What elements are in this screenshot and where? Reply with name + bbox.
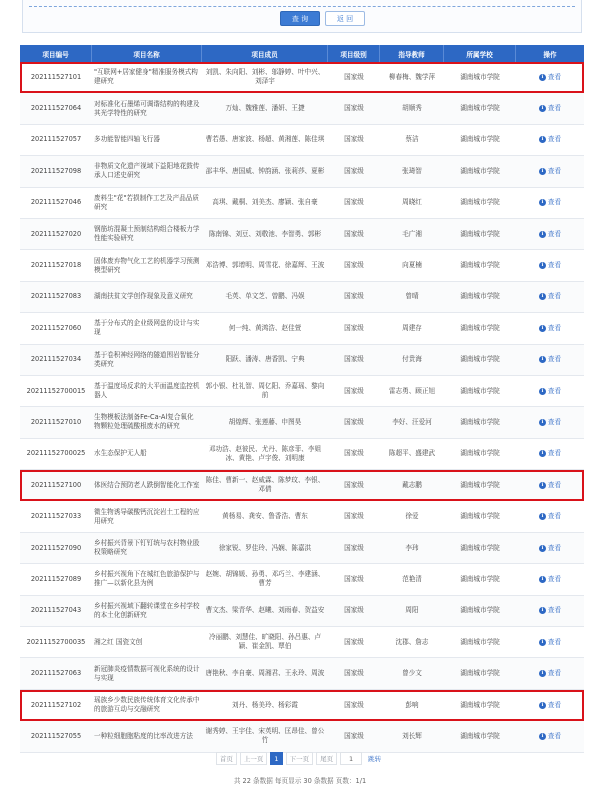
- view-link-label: 查看: [547, 606, 562, 615]
- cell-members: 曹文杰、梁青华、赵曦、刘雨春、贺益安: [205, 606, 325, 615]
- cell-teacher: 范艳清: [402, 574, 422, 583]
- cell-operation: [516, 501, 584, 531]
- view-link[interactable]: [539, 606, 561, 615]
- cell-project-id: 202111527063: [30, 669, 82, 678]
- view-link[interactable]: [539, 73, 561, 82]
- header-school: 所属学校: [444, 45, 516, 62]
- cell-project-name: 基于温度场反求的大平面温度监控机器人: [94, 382, 200, 400]
- cell-level: 国家级: [344, 449, 364, 458]
- cell-project-id: 202111527101: [30, 72, 82, 81]
- view-link-label: 查看: [547, 731, 562, 740]
- cell-operation: [516, 690, 584, 720]
- cell-operation: [516, 125, 584, 155]
- view-link-label: 查看: [547, 480, 562, 489]
- cell-members: 唐艳秋、李自豪、周湘君、王永玲、周波: [205, 669, 325, 678]
- table-row: [20, 62, 584, 93]
- info-icon: i: [539, 639, 546, 646]
- view-link-label: 查看: [547, 292, 562, 301]
- cell-members: 胡煌辉、张莲藤、申图昊: [228, 417, 302, 426]
- pagination-info: 共 22 条数据 每页显示 30 条数据 页数：1/1: [233, 777, 367, 785]
- cell-project-name: 基于卷积神经网络的隧道围岩智能分类研究: [94, 350, 200, 368]
- table-row: [20, 407, 584, 438]
- cell-project-name: 多功能智能四轴飞行器: [94, 135, 160, 144]
- cell-level: 国家级: [344, 637, 364, 646]
- table-row: [20, 282, 584, 313]
- info-icon: i: [539, 733, 546, 740]
- cell-school: 湖南城市学院: [460, 166, 500, 175]
- cell-level: 国家级: [344, 386, 364, 395]
- info-icon: i: [539, 482, 546, 489]
- info-icon: i: [539, 74, 546, 81]
- cell-project-name: 乡村振兴视角下在城红色旅游保护与推广—以新化县为例: [94, 570, 200, 588]
- cell-members: 万灿、魏雅莲、潘妍、王捷: [225, 104, 305, 113]
- view-link-label: 查看: [547, 166, 562, 175]
- cell-operation: [516, 627, 584, 657]
- prev-page-button[interactable]: 上一页: [240, 752, 268, 765]
- view-link-label: 查看: [547, 135, 562, 144]
- header-project-id: 项目编号: [20, 45, 92, 62]
- view-link-label: 查看: [547, 261, 562, 270]
- cell-level: 国家级: [344, 261, 364, 270]
- cell-teacher: 沈郡、詹志: [395, 637, 429, 646]
- cell-school: 湖南城市学院: [460, 72, 500, 81]
- cell-project-name: "互联网+居家健身"精准服务模式构建研究: [94, 68, 198, 86]
- cell-teacher: 毛广湘: [402, 229, 422, 238]
- cell-project-id: 202111527020: [30, 229, 82, 238]
- table-row: [20, 250, 584, 281]
- info-icon: i: [539, 262, 546, 269]
- info-icon: i: [539, 199, 546, 206]
- cell-members: 黄杨易、龚安、鲁香浩、曹东: [222, 512, 308, 521]
- cell-level: 国家级: [344, 669, 364, 678]
- table-row: [20, 596, 584, 627]
- cell-school: 湖南城市学院: [460, 198, 500, 207]
- cell-members: 刘丹、杨美玲、杨彩霞: [232, 700, 298, 709]
- cell-operation: [516, 533, 584, 563]
- cell-members: 赵婉、胡锦媛、孙勇、邓巧兰、李建涵、曹芳: [205, 570, 325, 588]
- cell-project-name: 一种粒细胞胞粘度的比率改进方法: [94, 731, 193, 740]
- view-link[interactable]: [539, 355, 561, 364]
- view-link[interactable]: [539, 544, 561, 553]
- cell-project-id: 202111527034: [30, 355, 82, 364]
- table-row: [20, 219, 584, 250]
- cell-project-id: 202111527010: [30, 417, 82, 426]
- cell-project-name: 非物质文化遗产视域下益阳地花鼓传承人口述史研究: [94, 162, 200, 180]
- cell-school: 湖南城市学院: [460, 574, 500, 583]
- cell-project-name: 固体废弃物气化工艺的机器学习预测模型研究: [94, 256, 200, 274]
- info-icon: i: [539, 105, 546, 112]
- cell-school: 湖南城市学院: [460, 229, 500, 238]
- cell-operation: [516, 156, 584, 186]
- cell-members: 陈南锦、刘豆、刘敬池、李智勇、郭彬: [208, 229, 322, 238]
- cell-project-name: 体医结合预防老人跌倒智能化工作室: [94, 480, 200, 489]
- cell-teacher: 曾晴: [405, 292, 419, 301]
- view-link[interactable]: [539, 167, 561, 176]
- page-number-input[interactable]: 1: [340, 752, 362, 765]
- cell-teacher: 彭响: [405, 700, 419, 709]
- view-link[interactable]: [539, 230, 561, 239]
- view-link-label: 查看: [547, 72, 562, 81]
- cell-members: 邵丰华、唐国威、钟韵涵、张莉莎、夏彬: [205, 166, 325, 175]
- view-link-label: 查看: [547, 323, 562, 332]
- cell-school: 湖南城市学院: [460, 606, 500, 615]
- view-link[interactable]: [539, 701, 561, 710]
- cell-project-name: 湘之红 国瓷文创: [94, 637, 143, 646]
- cell-teacher: 戴志鹏: [402, 480, 422, 489]
- cell-members: 刘凯、朱向阳、刘彬、邬静婷、叶中兴、刘泽宇: [205, 68, 325, 86]
- info-icon: i: [539, 513, 546, 520]
- cell-level: 国家级: [344, 292, 364, 301]
- info-icon: i: [539, 388, 546, 395]
- view-link[interactable]: [539, 575, 561, 584]
- search-panel: [22, 0, 582, 33]
- info-icon: i: [539, 325, 546, 332]
- table-row: [20, 93, 584, 124]
- cell-school: 湖南城市学院: [460, 386, 500, 395]
- cell-project-id: 202111527057: [30, 135, 82, 144]
- cell-school: 湖南城市学院: [460, 261, 500, 270]
- current-page-button[interactable]: 1: [270, 752, 282, 765]
- cell-teacher: 周阳: [405, 606, 419, 615]
- cell-school: 湖南城市学院: [460, 512, 500, 521]
- cell-operation: [516, 250, 584, 280]
- cell-operation: [516, 439, 584, 469]
- view-link-label: 查看: [547, 543, 562, 552]
- cell-level: 国家级: [344, 104, 364, 113]
- cell-project-name: 钢筋坊混凝土预制结构组合楼板力学性能实验研究: [94, 225, 200, 243]
- cell-project-id: 202111527060: [30, 323, 82, 332]
- table-row: [20, 345, 584, 376]
- cell-project-name: 微生物诱导碳酸钙沉淀岩土工程的应用研究: [94, 507, 200, 525]
- view-link[interactable]: [539, 104, 561, 113]
- cell-operation: [516, 313, 584, 343]
- table-row: [20, 125, 584, 156]
- cell-school: 湖南城市学院: [460, 449, 500, 458]
- view-link-label: 查看: [547, 386, 562, 395]
- divider: [29, 6, 575, 7]
- view-link[interactable]: [539, 324, 561, 333]
- cell-school: 湖南城市学院: [460, 292, 500, 301]
- cell-level: 国家级: [344, 480, 364, 489]
- cell-project-id: 202111527102: [30, 700, 82, 709]
- cell-school: 湖南城市学院: [460, 637, 500, 646]
- cell-project-name: 新冠肺炎疫情数据可视化系统的设计与实现: [94, 664, 200, 682]
- cell-members: 陈佳、曹新一、赵威霖、陈梦玟、李银、邓倩: [205, 476, 325, 494]
- table-row: [20, 156, 584, 187]
- cell-level: 国家级: [344, 574, 364, 583]
- cell-members: 曹若愚、唐家波、杨超、黄湘莲、陈佳琪: [205, 135, 325, 144]
- cell-project-name: 废料生"花"若损制作工艺及产品品质研究: [94, 193, 199, 211]
- cell-level: 国家级: [344, 229, 364, 238]
- view-link-label: 查看: [547, 449, 562, 458]
- cell-teacher: 向夏楠: [402, 261, 422, 270]
- cell-operation: [516, 219, 584, 249]
- table-row: [20, 470, 584, 501]
- cell-school: 湖南城市学院: [460, 135, 500, 144]
- cell-level: 国家级: [344, 512, 364, 521]
- view-link-label: 查看: [547, 104, 562, 113]
- cell-members: 谢秀婷、王宇佳、宋英明、匡昂佳、曾公竹: [205, 727, 325, 745]
- cell-project-name: 生物模板法制备Fe-Ca-Al复合氧化物颗粒处理硫酸根废水的研究: [94, 413, 194, 431]
- cell-project-id: 202111527046: [30, 198, 82, 207]
- cell-level: 国家级: [344, 606, 364, 615]
- view-link[interactable]: [539, 481, 561, 490]
- view-link[interactable]: [539, 512, 561, 521]
- cell-operation: [516, 596, 584, 626]
- cell-teacher: 刘长辉: [402, 731, 422, 740]
- view-link-label: 查看: [547, 669, 562, 678]
- cell-members: 高琪、戴桐、刘美杰、廖颖、张自豪: [212, 198, 318, 207]
- cell-project-name: 基于分布式的企业级网盘的设计与实现: [94, 319, 200, 337]
- table-row: [20, 188, 584, 219]
- cell-level: 国家级: [344, 700, 364, 709]
- cell-members: 毛英、单文芝、曾鹏、冯娱: [225, 292, 305, 301]
- cell-teacher: 柳春梅、魏学萍: [388, 72, 436, 81]
- cell-level: 国家级: [344, 417, 364, 426]
- header-teacher: 指导教师: [380, 45, 444, 62]
- info-icon: i: [539, 545, 546, 552]
- cell-level: 国家级: [344, 166, 364, 175]
- cell-project-id: 202111527089: [30, 574, 82, 583]
- view-link[interactable]: [539, 387, 561, 396]
- cell-teacher: 陈超平、盛建武: [388, 449, 436, 458]
- info-icon: i: [539, 576, 546, 583]
- table-row: [20, 721, 584, 752]
- info-icon: i: [539, 293, 546, 300]
- table-body: [20, 62, 584, 753]
- cell-level: 国家级: [344, 543, 364, 552]
- cell-project-id: 20211152700025: [26, 449, 86, 458]
- info-icon: i: [539, 136, 546, 143]
- cell-level: 国家级: [344, 323, 364, 332]
- view-link[interactable]: [539, 418, 561, 427]
- back-button[interactable]: 返 回: [325, 11, 365, 26]
- view-link[interactable]: [539, 638, 561, 647]
- cell-level: 国家级: [344, 355, 364, 364]
- cell-school: 湖南城市学院: [460, 543, 500, 552]
- cell-level: 国家级: [344, 731, 364, 740]
- view-link-label: 查看: [547, 417, 562, 426]
- view-link[interactable]: [539, 669, 561, 678]
- cell-teacher: 胡顺秀: [402, 104, 422, 113]
- cell-operation: [516, 564, 584, 594]
- info-icon: i: [539, 607, 546, 614]
- header-project-name: 项目名称: [92, 45, 202, 62]
- cell-operation: [516, 376, 584, 406]
- cell-members: 邓功浩、赵彼民、尤丹、陈彦菲、李姐冰、黄艳、卢宇俊、刘明康: [208, 444, 322, 462]
- cell-members: 何一纯、黄鸿浩、赵佳萱: [228, 323, 302, 332]
- table-row: [20, 376, 584, 407]
- table-row: [20, 501, 584, 532]
- view-link[interactable]: [539, 292, 561, 301]
- view-link-label: 查看: [547, 512, 562, 521]
- cell-school: 湖南城市学院: [460, 417, 500, 426]
- cell-school: 湖南城市学院: [460, 700, 500, 709]
- cell-school: 湖南城市学院: [460, 669, 500, 678]
- view-link[interactable]: [539, 135, 561, 144]
- info-icon: i: [539, 419, 546, 426]
- cell-members: 邓浩博、郭增明、周雪花、徐嘉辉、王波: [205, 261, 325, 270]
- cell-members: 徐家锐、罗佳玲、冯娴、陈嘉洪: [218, 543, 312, 552]
- cell-school: 湖南城市学院: [460, 480, 500, 489]
- header-level: 项目级别: [328, 45, 380, 62]
- go-button[interactable]: 跳转: [368, 755, 382, 763]
- cell-project-name: 湖南扶贫文学创作现象及意义研究: [94, 292, 193, 301]
- cell-school: 湖南城市学院: [460, 355, 500, 364]
- cell-project-id: 202111527064: [30, 104, 82, 113]
- cell-teacher: 付贵海: [402, 355, 422, 364]
- table-row: [20, 439, 584, 470]
- cell-project-id: 202111527055: [30, 731, 82, 740]
- cell-project-id: 202111527033: [30, 512, 82, 521]
- table-row: [20, 533, 584, 564]
- table-row: [20, 313, 584, 344]
- view-link-label: 查看: [547, 198, 562, 207]
- cell-teacher: 张琦智: [402, 166, 422, 175]
- cell-school: 湖南城市学院: [460, 104, 500, 113]
- cell-project-name: 对标准化石墨烯可调谐结构的构建及其光学特性的研究: [94, 99, 200, 117]
- view-link-label: 查看: [547, 229, 562, 238]
- view-link[interactable]: [539, 261, 561, 270]
- cell-level: 国家级: [344, 135, 364, 144]
- cell-members: 阳跃、潘涛、唐香凯、宁典: [225, 355, 305, 364]
- info-icon: i: [539, 702, 546, 709]
- cell-project-name: 瑶族乡少数民族传统体育文化传承中的旅游互动与交融研究: [94, 696, 200, 713]
- cell-operation: [516, 721, 584, 751]
- cell-teacher: 蔡洁: [405, 135, 419, 144]
- cell-project-id: 202111527018: [30, 261, 82, 270]
- cell-operation: [516, 62, 584, 92]
- info-icon: i: [539, 450, 546, 457]
- query-button[interactable]: 查 询: [280, 11, 320, 26]
- cell-level: 国家级: [344, 198, 364, 207]
- table-row: [20, 690, 584, 721]
- view-link-label: 查看: [547, 574, 562, 583]
- view-link[interactable]: [539, 732, 561, 741]
- cell-project-name: 乡村振兴背景下钉钉统与农村物业股权策略研究: [94, 539, 200, 557]
- cell-teacher: 周建存: [402, 323, 422, 332]
- cell-project-id: 202111527083: [30, 292, 82, 301]
- view-link-label: 查看: [547, 700, 562, 709]
- view-link[interactable]: [539, 198, 561, 207]
- table-row: [20, 627, 584, 658]
- header-operation: 操作: [543, 50, 557, 59]
- info-icon: i: [539, 168, 546, 175]
- cell-project-id: 202111527098: [30, 166, 82, 175]
- cell-project-name: 水生态保护无人船: [94, 449, 147, 458]
- table-header: [20, 45, 584, 62]
- table-row: [20, 564, 584, 595]
- cell-operation: [516, 345, 584, 375]
- table-row: [20, 658, 584, 689]
- cell-project-id: 20211152700015: [26, 386, 86, 395]
- cell-teacher: 曾少文: [402, 669, 422, 678]
- cell-operation: [516, 470, 584, 500]
- cell-project-id: 20211152700035: [26, 637, 86, 646]
- cell-operation: [516, 658, 584, 688]
- cell-operation: [516, 93, 584, 123]
- cell-project-id: 202111527090: [30, 543, 82, 552]
- view-link[interactable]: [539, 449, 561, 458]
- info-icon: i: [539, 356, 546, 363]
- cell-school: 湖南城市学院: [460, 323, 500, 332]
- cell-members: 郭小银、杜礼智、周亿阳、乔嘉瑶、黎向前: [205, 382, 325, 400]
- view-link-label: 查看: [547, 355, 562, 364]
- cell-teacher: 李好、汪爱河: [392, 417, 432, 426]
- cell-operation: [516, 188, 584, 218]
- last-page-button[interactable]: 尾页: [316, 752, 337, 765]
- cell-teacher: 徐爱: [405, 512, 419, 521]
- cell-operation: [516, 282, 584, 312]
- first-page-button[interactable]: 首页: [216, 752, 237, 765]
- cell-teacher: 雷志勇、顾正旭: [388, 386, 436, 395]
- cell-school: 湖南城市学院: [460, 731, 500, 740]
- cell-project-id: 202111527043: [30, 606, 82, 615]
- header-members: 项目成员: [202, 45, 328, 62]
- cell-operation: [516, 407, 584, 437]
- view-link-label: 查看: [547, 637, 562, 646]
- project-table: [20, 45, 584, 753]
- cell-level: 国家级: [344, 72, 364, 81]
- info-icon: i: [539, 670, 546, 677]
- cell-teacher: 李玮: [405, 543, 419, 552]
- cell-teacher: 周晓红: [402, 198, 422, 207]
- cell-project-name: 乡村振兴视域下翻转课堂在乡村学校的本土化创新研究: [94, 601, 200, 619]
- info-icon: i: [539, 231, 546, 238]
- pagination: [0, 752, 600, 765]
- next-page-button[interactable]: 下一页: [286, 752, 314, 765]
- cell-project-id: 202111527100: [30, 480, 82, 489]
- cell-members: 冷丽鹏、刘慧佳、旷晓阳、孙吕惠、卢颖、崔金凯、覃伯: [208, 633, 322, 651]
